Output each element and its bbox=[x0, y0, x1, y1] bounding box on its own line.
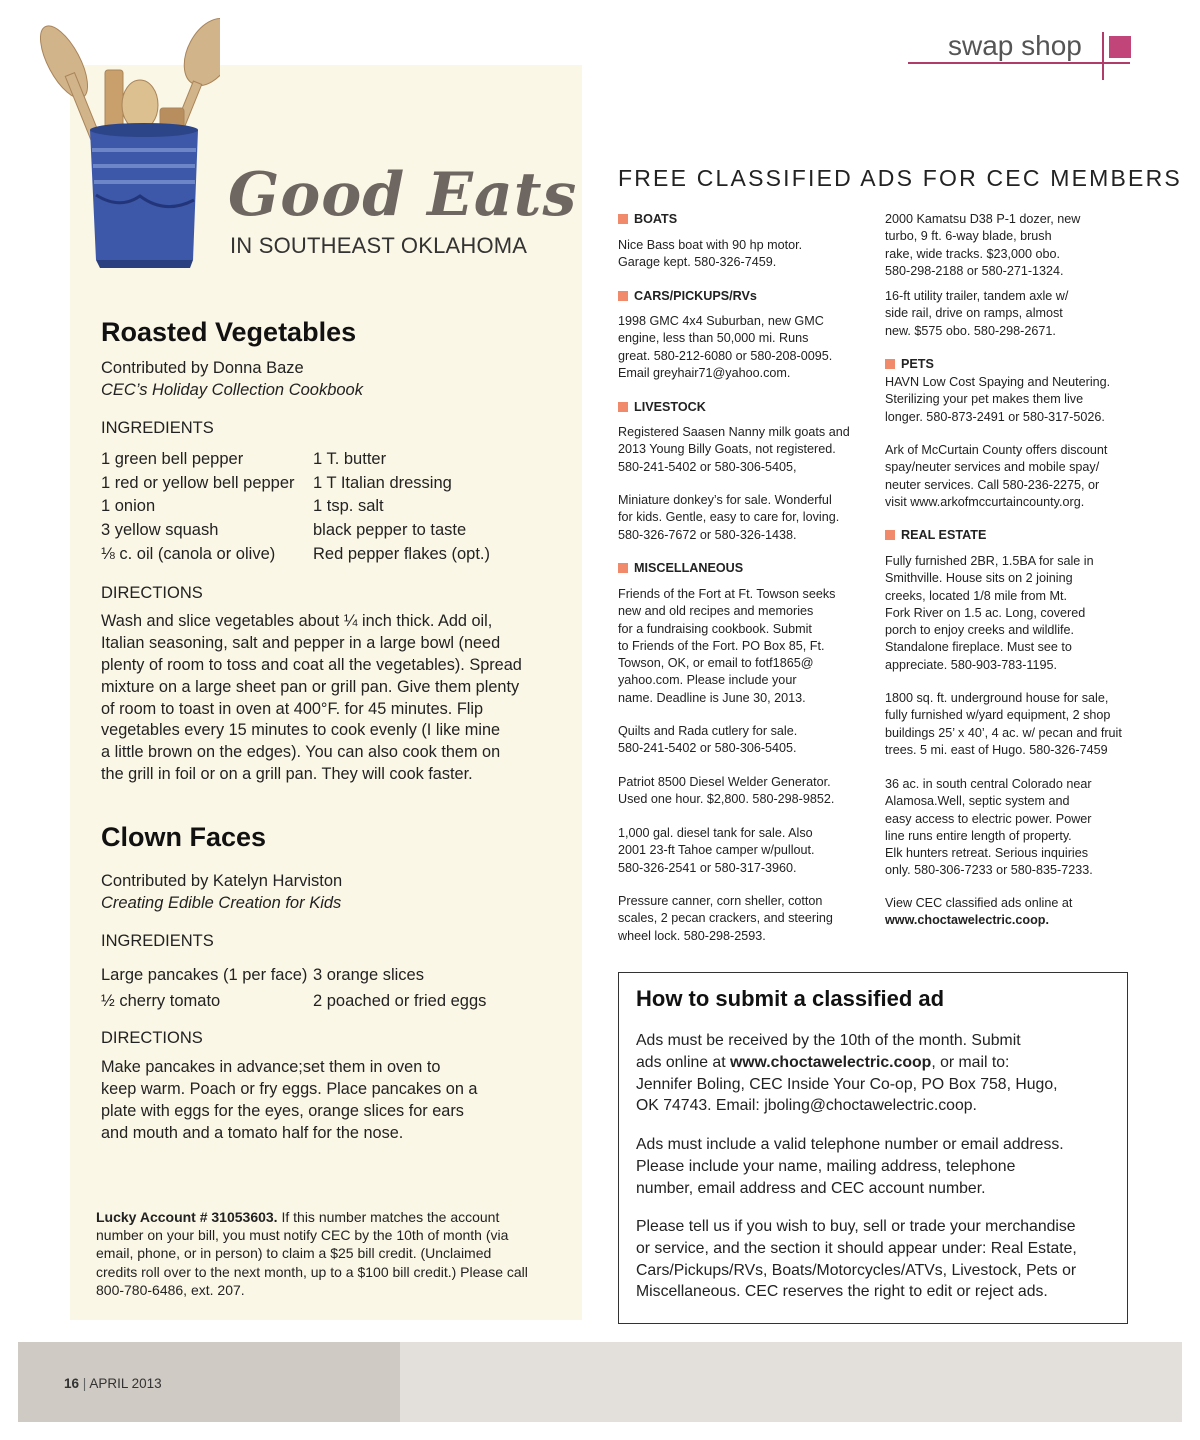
ad-line: rake, wide tracks. $23,000 obo. bbox=[885, 246, 1061, 261]
recipe-contributor: Contributed by Donna Baze bbox=[101, 359, 304, 377]
ad-item bbox=[618, 723, 797, 758]
section-boats bbox=[618, 212, 677, 226]
ad-line: Garage kept. 580-326-7459. bbox=[618, 255, 777, 270]
submit-line: Please include your name, mailing address, telephone bbox=[636, 1157, 1016, 1175]
directions-line: mixture on a large sheet pan or grill pan. Give them plenty bbox=[101, 677, 520, 696]
bullet-square-icon bbox=[885, 359, 895, 369]
ad-line: easy access to electric power. Power bbox=[885, 811, 1092, 826]
directions-label: DIRECTIONS bbox=[101, 584, 203, 602]
ingredient: ⅛ c. oil (canola or olive) bbox=[101, 544, 276, 563]
ingredients-label: INGREDIENTS bbox=[101, 932, 214, 950]
ad-line: 580-326-2541 or 580-317-3960. bbox=[618, 860, 797, 875]
section-label: PETS bbox=[901, 357, 934, 371]
ad-line: appreciate. 580-903-783-1195. bbox=[885, 657, 1058, 672]
footer-divider: | bbox=[82, 1376, 87, 1391]
ad-line: Miniature donkey’s for sale. Wonderful bbox=[618, 493, 832, 507]
section-title: swap shop bbox=[948, 30, 1082, 61]
good-eats-subtitle: IN SOUTHEAST OKLAHOMA bbox=[230, 233, 528, 258]
ingredient: 3 yellow squash bbox=[101, 521, 219, 540]
ad-line: Friends of the Fort at Ft. Towson seeks bbox=[618, 587, 836, 601]
ad-line: HAVN Low Cost Spaying and Neutering. bbox=[885, 375, 1111, 389]
submit-line: number, email address and CEC account number. bbox=[636, 1179, 986, 1197]
submit-line: Please tell us if you wish to buy, sell or trade your merchandise bbox=[636, 1218, 1076, 1235]
lucky-text: credits roll over to the next month, up to a $100 bill credit.) Please call bbox=[96, 1263, 528, 1280]
ad-item bbox=[885, 776, 1093, 880]
ingredient: 1 tsp. salt bbox=[313, 497, 384, 516]
ad-line: Fully furnished 2BR, 1.5BA for sale in bbox=[885, 554, 1094, 568]
directions-line: a little brown on the edges). You can also cook them on bbox=[101, 743, 501, 762]
section-pets bbox=[885, 357, 934, 371]
ad-item bbox=[618, 492, 839, 544]
lucky-text: email, phone, or in person) to claim a $25 bill credit. (Unclaimed bbox=[96, 1245, 492, 1262]
ad-line: Quilts and Rada cutlery for sale. bbox=[618, 724, 798, 738]
ad-line: to Friends of the Fort. PO Box 85, Ft. bbox=[618, 638, 825, 653]
header-rule-vertical bbox=[1102, 32, 1104, 80]
ingredient: ½ cherry tomato bbox=[101, 992, 221, 1010]
ingredients-right-list bbox=[313, 448, 490, 567]
ad-line: Sterilizing your pet makes them live bbox=[885, 392, 1084, 407]
ad-line: 1,000 gal. diesel tank for sale. Also bbox=[618, 826, 813, 840]
ad-line: 1800 sq. ft. underground house for sale, bbox=[885, 691, 1109, 705]
section-real-estate bbox=[885, 528, 986, 542]
ad-line: longer. 580-873-2491 or 580-317-5026. bbox=[885, 409, 1105, 424]
ad-line: 2013 Young Billy Goats, not registered. bbox=[618, 442, 836, 457]
ingredients-right-list bbox=[313, 962, 486, 1014]
ingredient: 1 green bell pepper bbox=[101, 450, 244, 468]
lucky-account-label: Lucky Account # 31053603. bbox=[96, 1209, 278, 1225]
ad-line: engine, less than 50,000 mi. Runs bbox=[618, 331, 809, 346]
ad-line: great. 580-212-6080 or 580-208-0095. bbox=[618, 348, 833, 363]
ad-line: for a fundraising cookbook. Submit bbox=[618, 621, 812, 636]
section-label: CARS/PICKUPS/RVs bbox=[634, 289, 757, 303]
website-link[interactable]: www.choctawelectric.coop. bbox=[885, 913, 1049, 928]
submit-paragraph bbox=[636, 1216, 1077, 1303]
ingredient: Large pancakes (1 per face) bbox=[101, 966, 308, 984]
submit-paragraph bbox=[636, 1134, 1064, 1199]
lucky-text: 800-780-6486, ext. 207. bbox=[96, 1281, 245, 1298]
ad-line: Standalone fireplace. Must see to bbox=[885, 640, 1072, 655]
ad-line: porch to enjoy creeks and wildlife. bbox=[885, 623, 1075, 638]
submit-line: OK 74743. Email: jboling@choctawelectric.coop. bbox=[636, 1097, 977, 1115]
website-link[interactable]: www.choctawelectric.coop bbox=[729, 1053, 932, 1071]
ad-line: Elk hunters retreat. Serious inquiries bbox=[885, 846, 1088, 861]
ad-line: 2000 Kamatsu D38 P-1 dozer, new bbox=[885, 212, 1081, 226]
ad-line: name. Deadline is June 30, 2013. bbox=[618, 690, 806, 705]
directions-line: the grill in foil or on a grill pan. They will cook faster. bbox=[101, 765, 473, 784]
ad-item bbox=[885, 442, 1107, 511]
ingredient: 1 red or yellow bell pepper bbox=[101, 473, 295, 492]
footer-band-right bbox=[400, 1342, 1182, 1422]
ad-line: for kids. Gentle, easy to care for, loving. bbox=[618, 510, 840, 525]
submit-line: Jennifer Boling, CEC Inside Your Co-op, PO Box 758, Hugo, bbox=[636, 1075, 1058, 1093]
ad-line: Nice Bass boat with 90 hp motor. bbox=[618, 238, 803, 252]
ad-line: 580-241-5402 or 580-306-5405. bbox=[618, 741, 797, 756]
ad-item bbox=[618, 774, 834, 809]
classified-header: FREE CLASSIFIED ADS FOR CEC MEMBERS bbox=[618, 165, 1182, 191]
ingredient: 1 onion bbox=[101, 497, 156, 516]
ingredient: 3 orange slices bbox=[313, 966, 424, 984]
directions-line: keep warm. Poach or fry eggs. Place pancakes on a bbox=[101, 1079, 478, 1098]
ingredients-left-list bbox=[101, 448, 295, 567]
bullet-square-icon bbox=[618, 563, 628, 573]
view-online-note bbox=[885, 895, 1072, 930]
ad-line: Fork River on 1.5 ac. Long, covered bbox=[885, 605, 1086, 620]
submit-line: or service, and the section it should appear under: Real Estate, bbox=[636, 1239, 1077, 1257]
recipe-source: CEC’s Holiday Collection Cookbook bbox=[101, 381, 363, 399]
lucky-account-notice bbox=[96, 1208, 528, 1299]
bullet-square-icon bbox=[618, 291, 628, 301]
submit-paragraph bbox=[636, 1030, 1058, 1117]
submit-line: Ads must be received by the 10th of the month. Submit bbox=[636, 1032, 1021, 1049]
header-rule bbox=[908, 62, 1130, 64]
ad-line: 580-241-5402 or 580-306-5405, bbox=[618, 459, 797, 474]
ad-line: visit www.arkofmccurtaincounty.org. bbox=[885, 494, 1085, 509]
ingredients-left-list bbox=[101, 962, 307, 1014]
lucky-text: If this number matches the account bbox=[277, 1209, 500, 1225]
utensil-crock-icon bbox=[30, 10, 220, 270]
ad-line: creeks, located 1/8 mile from Mt. bbox=[885, 588, 1067, 603]
section-label: MISCELLANEOUS bbox=[634, 561, 744, 575]
ad-line: trees. 5 mi. east of Hugo. 580-326-7459 bbox=[885, 742, 1108, 757]
directions-line: plenty of room to toss and coat all the vegetables). Spread bbox=[101, 655, 522, 674]
accent-square-icon bbox=[1109, 36, 1131, 58]
ad-line: side rail, drive on ramps, almost bbox=[885, 306, 1063, 321]
ad-line: line runs entire length of property. bbox=[885, 828, 1072, 843]
ad-line: spay/neuter services and mobile spay/ bbox=[885, 460, 1100, 475]
ad-line: Registered Saasen Nanny milk goats and bbox=[618, 425, 850, 439]
ad-line: 2001 23-ft Tahoe camper w/pullout. bbox=[618, 843, 815, 858]
ad-line: Email greyhair71@yahoo.com. bbox=[618, 365, 791, 380]
directions-line: of room to toast in oven at 400°F. for 45 minutes. Flip bbox=[101, 699, 484, 718]
good-eats-title: Good Eats bbox=[228, 160, 578, 230]
directions-text bbox=[101, 1057, 477, 1145]
ad-line: Smithville. House sits on 2 joining bbox=[885, 571, 1073, 586]
directions-line: plate with eggs for the eyes, orange slices for ears bbox=[101, 1101, 464, 1120]
ad-item bbox=[618, 586, 835, 707]
directions-line: Italian seasoning, salt and pepper in a large bowl (need bbox=[101, 633, 501, 652]
ad-line: only. 580-306-7233 or 580-835-7233. bbox=[885, 863, 1093, 878]
submit-text: , or mail to: bbox=[931, 1053, 1010, 1071]
ad-line: buildings 25’ x 40’, 4 ac. w/ pecan and fruit bbox=[885, 725, 1122, 740]
ad-line: Pressure canner, corn sheller, cotton bbox=[618, 894, 823, 908]
ad-line: new and old recipes and memories bbox=[618, 604, 814, 619]
ingredients-label: INGREDIENTS bbox=[101, 419, 214, 437]
issue-date: APRIL 2013 bbox=[89, 1376, 162, 1391]
ad-item bbox=[885, 553, 1094, 674]
ad-line: 1998 GMC 4x4 Suburban, new GMC bbox=[618, 314, 824, 328]
ad-line: yahoo.com. Please include your bbox=[618, 673, 797, 688]
recipe-title: Clown Faces bbox=[101, 822, 267, 852]
ad-line: neuter services. Call 580-236-2275, or bbox=[885, 477, 1100, 492]
ingredient: Red pepper flakes (opt.) bbox=[313, 544, 491, 563]
bullet-square-icon bbox=[618, 214, 628, 224]
lucky-text: number on your bill, you must notify CEC by the 10th of month (via bbox=[96, 1227, 509, 1244]
ad-item bbox=[618, 825, 815, 877]
submit-text: ads online at bbox=[636, 1053, 730, 1071]
ad-item bbox=[885, 288, 1068, 340]
bullet-square-icon bbox=[885, 530, 895, 540]
recipe-contributor: Contributed by Katelyn Harviston bbox=[101, 872, 343, 890]
ad-item bbox=[885, 374, 1110, 426]
ad-line: Patriot 8500 Diesel Welder Generator. bbox=[618, 775, 831, 789]
section-livestock bbox=[618, 400, 706, 414]
ad-item bbox=[618, 237, 802, 272]
recipe-source: Creating Edible Creation for Kids bbox=[101, 894, 342, 912]
submit-line: Ads must include a valid telephone number or email address. bbox=[636, 1136, 1064, 1153]
page-number: 16 bbox=[64, 1376, 80, 1391]
ad-line: Towson, OK, or email to fotf1865@ bbox=[618, 656, 814, 671]
submit-line: Cars/Pickups/RVs, Boats/Motorcycles/ATVs, Livestock, Pets or bbox=[636, 1261, 1077, 1279]
ingredient: 2 poached or fried eggs bbox=[313, 992, 487, 1010]
ad-item bbox=[885, 690, 1122, 759]
directions-text bbox=[101, 611, 522, 786]
submit-line: Miscellaneous. CEC reserves the right to edit or reject ads. bbox=[636, 1283, 1048, 1301]
recipe-title: Roasted Vegetables bbox=[101, 317, 357, 347]
section-label: REAL ESTATE bbox=[901, 528, 987, 542]
ingredient: 1 T Italian dressing bbox=[313, 473, 452, 492]
ad-line: fully furnished w/yard equipment, 2 shop bbox=[885, 708, 1111, 723]
ad-item bbox=[618, 893, 833, 945]
ingredient: 1 T. butter bbox=[313, 450, 387, 468]
section-cars bbox=[618, 289, 757, 303]
ad-line: wheel lock. 580-298-2593. bbox=[618, 928, 766, 943]
ad-line: View CEC classified ads online at bbox=[885, 896, 1073, 910]
ingredient: black pepper to taste bbox=[313, 521, 467, 540]
bullet-square-icon bbox=[618, 402, 628, 412]
directions-line: vegetables every 15 minutes to cook evenly (I like mine bbox=[101, 721, 501, 740]
ad-line: scales, 2 pecan crackers, and steering bbox=[618, 911, 833, 926]
submit-title: How to submit a classified ad bbox=[636, 986, 945, 1011]
ad-line: Used one hour. $2,800. 580-298-9852. bbox=[618, 792, 835, 807]
ad-line: Alamosa.Well, septic system and bbox=[885, 794, 1070, 809]
section-label: LIVESTOCK bbox=[634, 400, 706, 414]
ad-line: 580-298-2188 or 580-271-1324. bbox=[885, 263, 1064, 278]
ad-item bbox=[885, 211, 1080, 280]
ad-line: Ark of McCurtain County offers discount bbox=[885, 443, 1108, 457]
section-label: BOATS bbox=[634, 212, 678, 226]
directions-line: Make pancakes in advance;set them in oven to bbox=[101, 1058, 441, 1076]
ad-line: 16-ft utility trailer, tandem axle w/ bbox=[885, 289, 1069, 303]
directions-line: and mouth and a tomato half for the nose. bbox=[101, 1123, 404, 1142]
ad-line: new. $575 obo. 580-298-2671. bbox=[885, 323, 1056, 338]
directions-label: DIRECTIONS bbox=[101, 1029, 203, 1047]
ad-item bbox=[618, 313, 832, 382]
section-miscellaneous bbox=[618, 561, 743, 575]
ad-item bbox=[618, 424, 850, 476]
ad-line: 36 ac. in south central Colorado near bbox=[885, 777, 1092, 791]
ad-line: turbo, 9 ft. 6-way blade, brush bbox=[885, 229, 1052, 244]
page-footer bbox=[64, 1376, 162, 1391]
directions-line: Wash and slice vegetables about ¼ inch thick. Add oil, bbox=[101, 612, 493, 630]
ad-line: 580-326-7672 or 580-326-1438. bbox=[618, 527, 797, 542]
